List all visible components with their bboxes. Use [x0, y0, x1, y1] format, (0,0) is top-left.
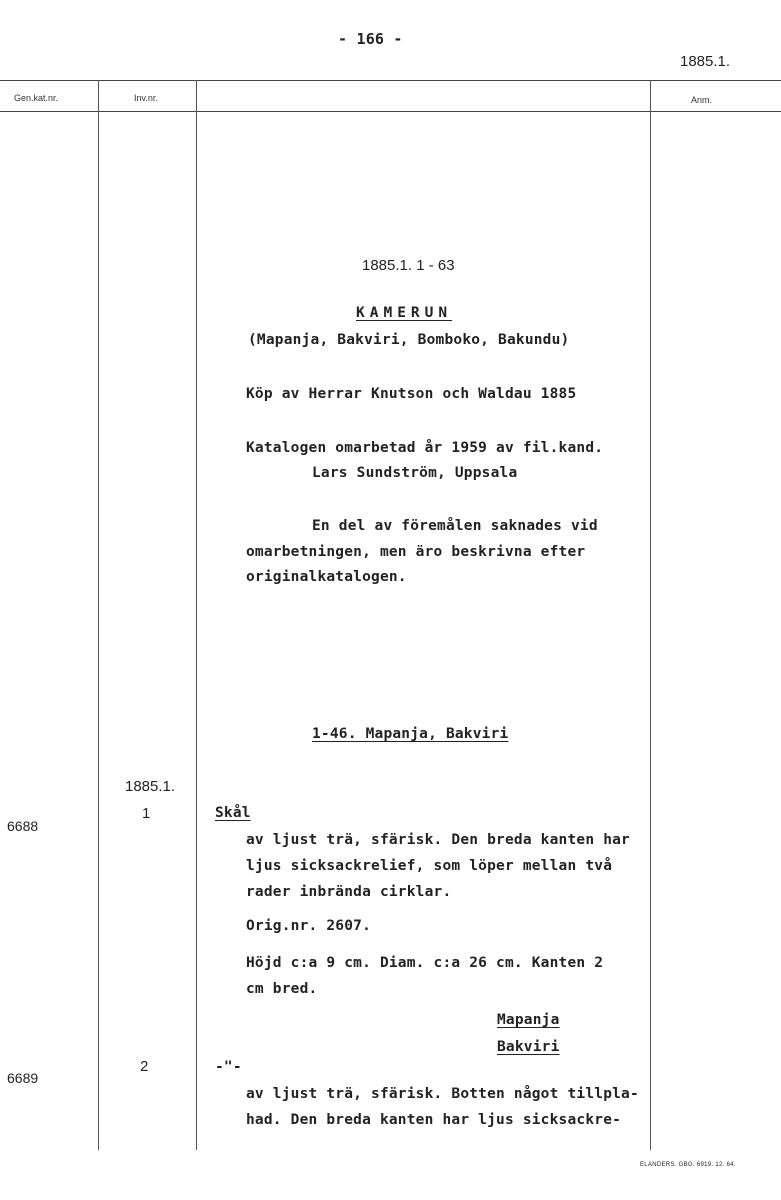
- catalog-range: 1885.1. 1 - 63: [362, 257, 455, 274]
- region-subtitle: (Mapanja, Bakviri, Bomboko, Bakundu): [248, 332, 570, 348]
- entry-1-place-2: Bakviri: [497, 1039, 560, 1055]
- entry-1-original-number: Orig.nr. 2607.: [246, 918, 372, 934]
- entry-1-dimensions-line1: Höjd c:a 9 cm. Diam. c:a 26 cm. Kanten 2: [246, 955, 604, 971]
- page-number: - 166 -: [338, 30, 403, 48]
- column-header-anm: Anm.: [691, 95, 713, 105]
- column-header-inv-nr: Inv.nr.: [134, 93, 158, 103]
- missing-items-note-line3: originalkatalogen.: [246, 569, 407, 585]
- inventory-prefix: 1885.1.: [125, 778, 176, 795]
- header-rule-bottom: [0, 111, 781, 112]
- column-divider-inv: [196, 80, 197, 1150]
- region-title: KAMERUN: [356, 305, 453, 321]
- missing-items-note-line2: omarbetningen, men äro beskrivna efter: [246, 544, 586, 560]
- column-header-gen-kat-nr: Gen.kat.nr.: [14, 93, 59, 103]
- entry-1-description-line3: rader inbrända cirklar.: [246, 884, 452, 900]
- entry-1-description-line2: ljus sicksackrelief, som löper mellan två: [246, 858, 613, 874]
- missing-items-note-line1: En del av föremålen saknades vid: [312, 518, 598, 534]
- entry-1-description-line1: av ljust trä, sfärisk. Den breda kanten har: [246, 832, 630, 848]
- header-rule-top: [0, 80, 781, 81]
- entry-1-title: Skål: [215, 805, 251, 821]
- entry-1-dimensions-line2: cm bred.: [246, 981, 318, 997]
- section-heading: 1-46. Mapanja, Bakviri: [312, 726, 509, 742]
- catalog-reference: 1885.1.: [680, 53, 731, 70]
- column-divider-anm: [650, 80, 651, 1150]
- column-divider-gen: [98, 80, 99, 1150]
- entry-2-gen-kat-nr: 6689: [7, 1070, 39, 1086]
- revision-note-line2: Lars Sundström, Uppsala: [312, 465, 518, 481]
- revision-note-line1: Katalogen omarbetad år 1959 av fil.kand.: [246, 440, 604, 456]
- purchase-note: Köp av Herrar Knutson och Waldau 1885: [246, 386, 577, 402]
- entry-2-title: -"-: [215, 1059, 242, 1075]
- entry-1-inv-nr: 1: [142, 805, 151, 822]
- entry-2-description-line1: av ljust trä, sfärisk. Botten något tillpla-: [246, 1086, 639, 1102]
- entry-2-description-line2: had. Den breda kanten har ljus sicksackre-: [246, 1112, 622, 1128]
- entry-2-inv-nr: 2: [140, 1058, 149, 1075]
- entry-1-place-1: Mapanja: [497, 1012, 560, 1028]
- entry-1-gen-kat-nr: 6688: [7, 818, 39, 834]
- printer-imprint: ELANDERS. GBG. 6919. 12. 64.: [640, 1162, 736, 1168]
